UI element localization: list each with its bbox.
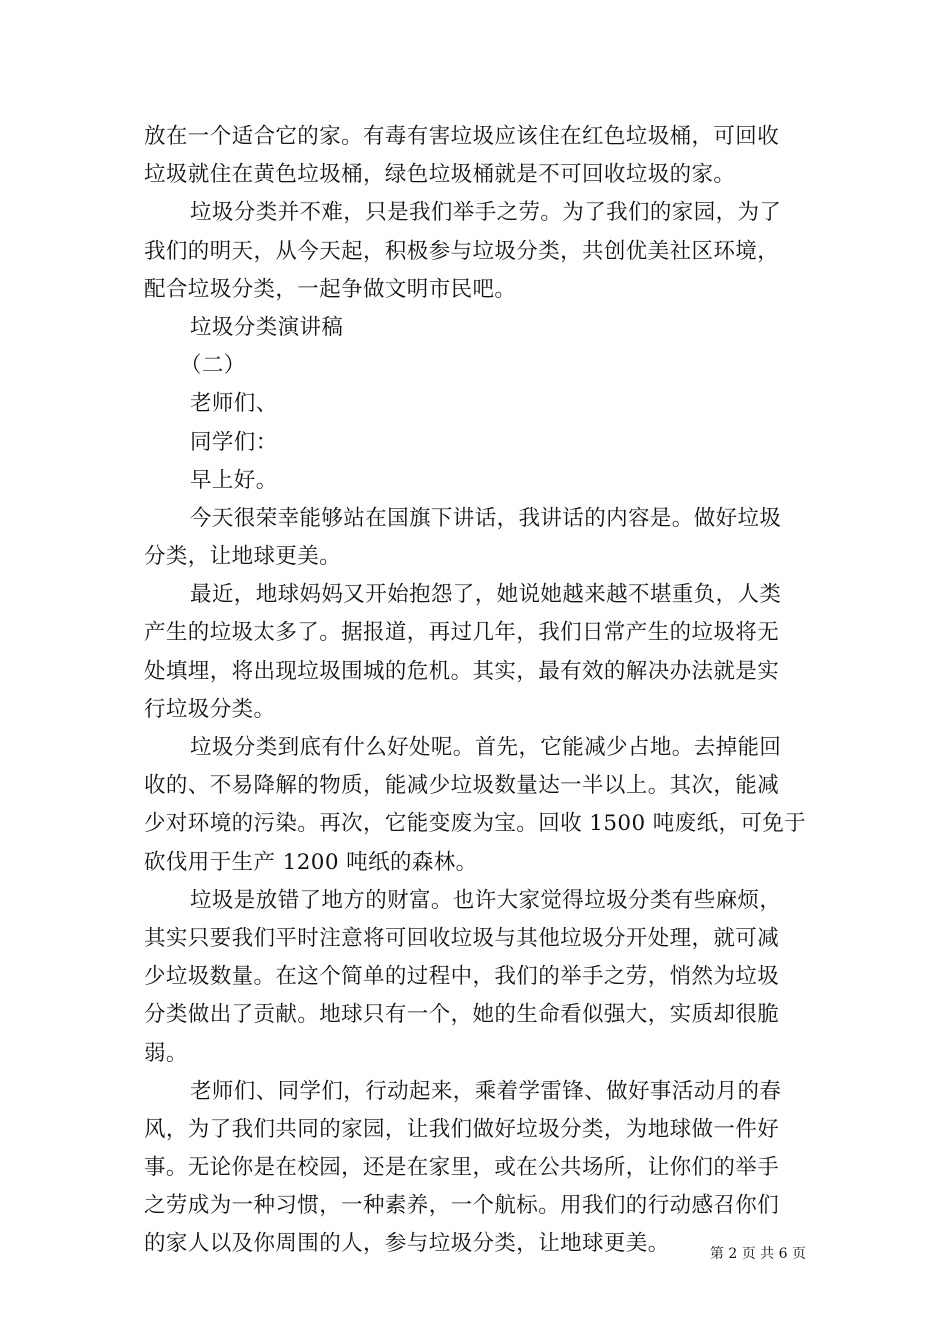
text-line: 行垃圾分类。 [144, 696, 276, 722]
text-line: 放在一个适合它的家。有毒有害垃圾应该住在红色垃圾桶，可回收 [144, 124, 780, 149]
page-number-footer: 第 2 页 共 6 页 [709, 1246, 806, 1262]
text-line: 少对环境的污染。再次，它能变废为宝。回收 1500 吨废纸，可免于 [144, 811, 807, 837]
section-number: （二） [180, 353, 246, 379]
text-line: 之劳成为一种习惯，一种素养，一个航标。用我们的行动感召你们 [144, 1193, 780, 1219]
text-line: 分类做出了贡献。地球只有一个，她的生命看似强大，实质却很脆 [144, 1002, 780, 1028]
text-line: 收的、不易降解的物质，能减少垃圾数量达一半以上。其次，能减 [144, 773, 780, 799]
text-line: 少垃圾数量。在这个简单的过程中，我们的举手之劳，悄然为垃圾 [144, 964, 780, 990]
text-line: 垃圾就住在黄色垃圾桶，绿色垃圾桶就是不可回收垃圾的家。 [144, 162, 736, 188]
text-line: 产生的垃圾太多了。据报道，再过几年，我们日常产生的垃圾将无 [144, 620, 780, 646]
text-line: 风，为了我们共同的家园，让我们做好垃圾分类，为地球做一件好 [144, 1116, 780, 1142]
section-title: 垃圾分类演讲稿 [190, 314, 344, 340]
text-line: 老师们、同学们，行动起来，乘着学雷锋、做好事活动月的春 [190, 1078, 782, 1104]
salutation-line: 同学们： [190, 429, 278, 455]
text-line: 垃圾是放错了地方的财富。也许大家觉得垃圾分类有些麻烦， [190, 887, 782, 913]
text-line: 垃圾分类并不难，只是我们举手之劳。为了我们的家园，为了 [190, 200, 782, 226]
text-line: 事。无论你是在校园，还是在家里，或在公共场所，让你们的举手 [144, 1155, 780, 1181]
text-line: 处填埋，将出现垃圾围城的危机。其实，最有效的解决办法就是实 [144, 658, 780, 684]
document-body [144, 118, 806, 1264]
greeting-line: 早上好。 [190, 467, 278, 493]
text-line: 今天很荣幸能够站在国旗下讲话，我讲话的内容是。做好垃圾 [190, 505, 782, 531]
text-line: 其实只要我们平时注意将可回收垃圾与其他垃圾分开处理，就可减 [144, 925, 780, 951]
text-line: 最近，地球妈妈又开始抱怨了，她说她越来越不堪重负，人类 [190, 582, 782, 608]
text-line: 垃圾分类到底有什么好处呢。首先，它能减少占地。去掉能回 [190, 735, 782, 760]
text-line: 的家人以及你周围的人，参与垃圾分类，让地球更美。 [144, 1231, 670, 1257]
text-line: 我们的明天，从今天起，积极参与垃圾分类，共创优美社区环境， [144, 238, 780, 264]
text-line: 配合垃圾分类，一起争做文明市民吧。 [144, 276, 517, 302]
text-line: 砍伐用于生产 1200 吨纸的森林。 [144, 849, 478, 875]
salutation-line: 老师们、 [190, 391, 278, 417]
text-line: 弱。 [144, 1040, 188, 1066]
text-line: 分类，让地球更美。 [144, 544, 342, 570]
